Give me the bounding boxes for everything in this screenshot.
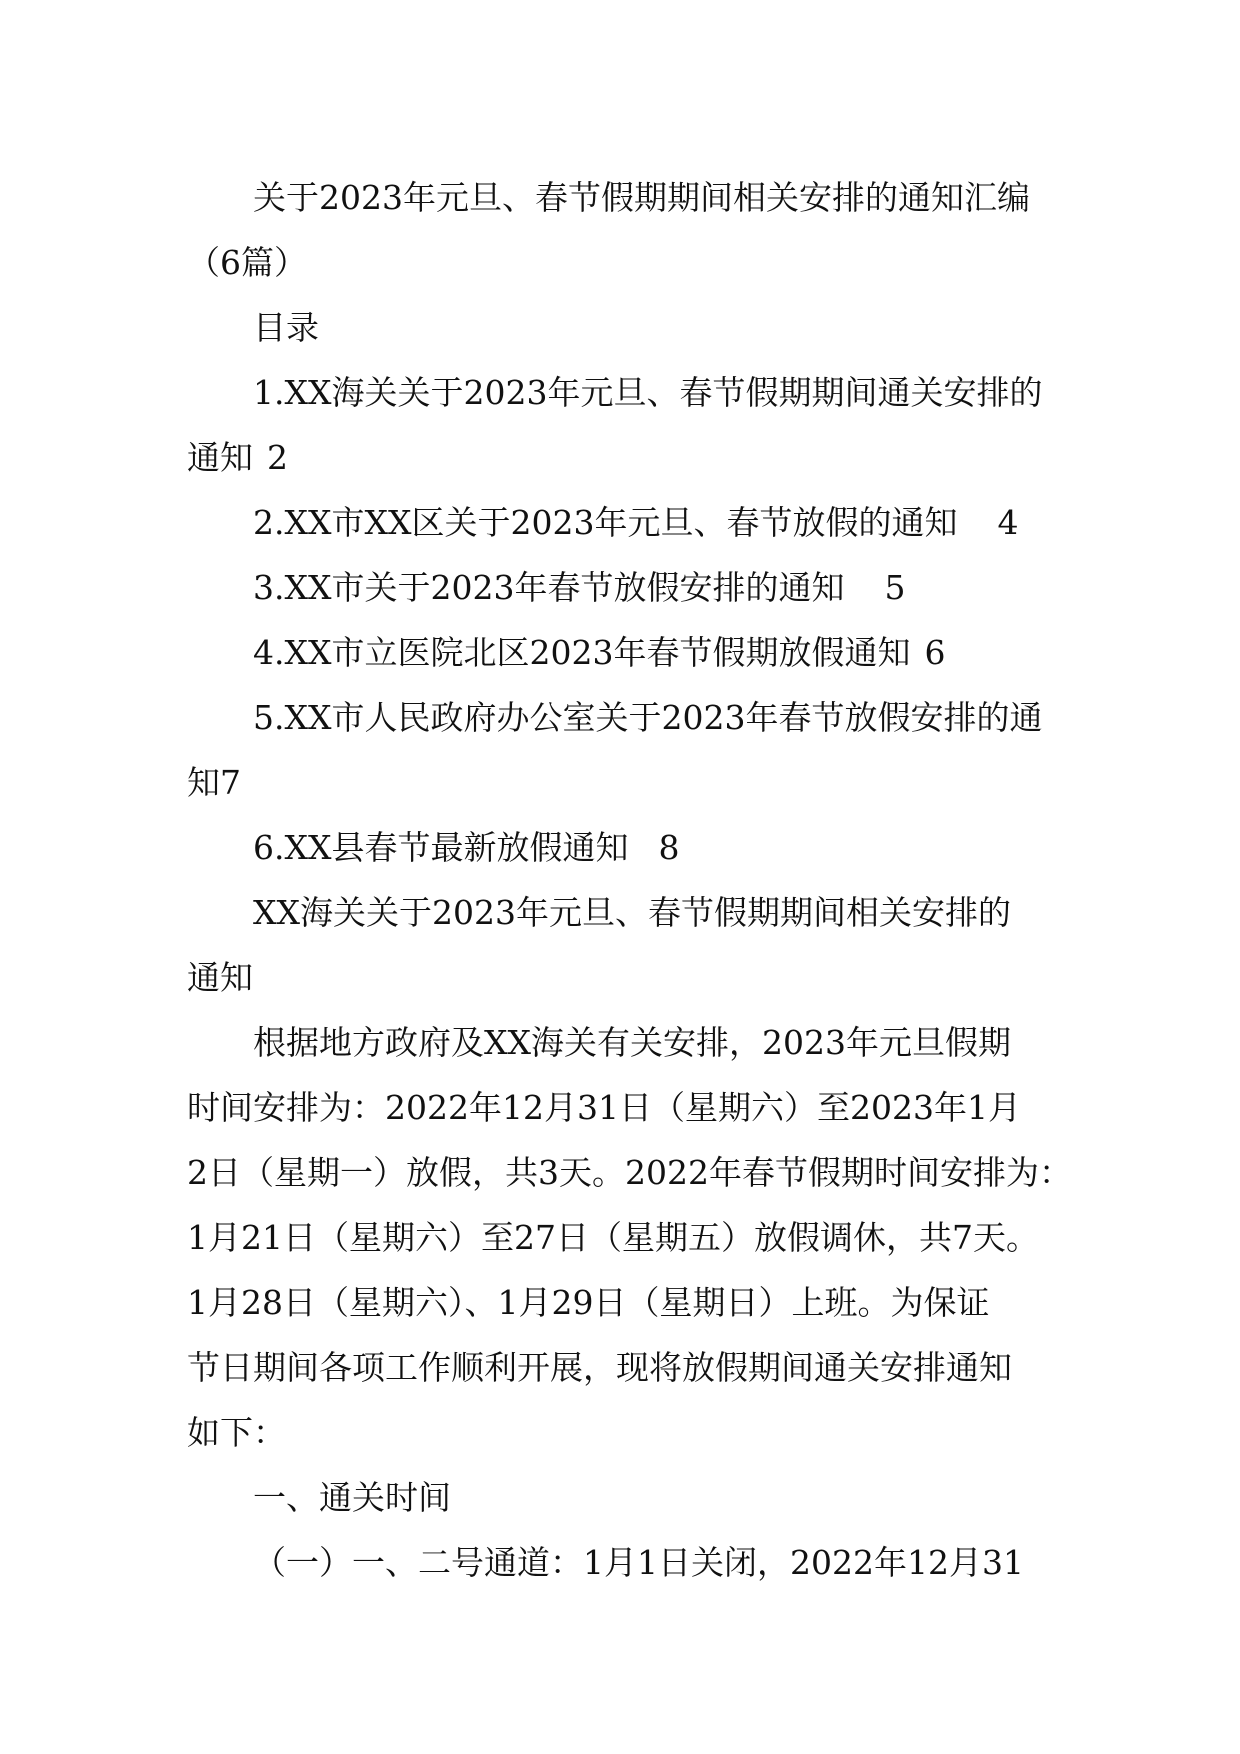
toc-item-text: 5.XX市人民政府办公室关于2023年春节放假安排的通 xyxy=(253,698,1043,737)
document-body xyxy=(187,165,1072,1595)
toc-item-text: 6.XX县春节最新放假通知 xyxy=(253,828,629,867)
paragraph-line: 时间安排为：2022年12月31日（星期六）至2023年1月 xyxy=(187,1088,1021,1127)
toc-item-text: 3.XX市关于2023年春节放假安排的通知 xyxy=(253,568,845,607)
toc-page-number: 8 xyxy=(658,828,680,867)
title-line-1: 关于2023年元旦、春节假期期间相关安排的通知汇编 xyxy=(253,178,1030,217)
toc-page-number: 7 xyxy=(220,763,241,802)
toc-item xyxy=(187,360,1057,490)
toc-item xyxy=(187,490,1057,555)
toc-page-number: 6 xyxy=(924,633,946,672)
list-item: （一）一、二号通道：1月1日关闭，2022年12月31 xyxy=(253,1543,1024,1582)
toc-item-text: 知 xyxy=(187,763,220,802)
notice-section xyxy=(187,880,1072,1595)
title-line-2: （6篇） xyxy=(187,243,307,282)
toc-heading: 目录 xyxy=(253,308,319,347)
toc-item-text: 1.XX海关关于2023年元旦、春节假期期间通关安排的 xyxy=(253,373,1043,412)
paragraph-line: 根据地方政府及XX海关有关安排，2023年元旦假期 xyxy=(253,1023,1011,1062)
table-of-contents xyxy=(187,295,1057,880)
toc-item-text: 4.XX市立医院北区2023年春节假期放假通知 xyxy=(253,633,911,672)
section-heading-line-1: XX海关关于2023年元旦、春节假期期间相关安排的 xyxy=(253,893,1011,932)
section-heading-line-2: 通知 xyxy=(187,958,253,997)
toc-page-number: 5 xyxy=(884,568,906,607)
paragraph-line: 2日（星期一）放假，共3天。2022年春节假期时间安排为： xyxy=(187,1153,1072,1192)
document-title xyxy=(187,165,1057,295)
toc-item-text: 2.XX市XX区关于2023年元旦、春节放假的通知 xyxy=(253,503,958,542)
paragraph-line: 节日期间各项工作顺利开展，现将放假期间通关安排通知 xyxy=(187,1348,1012,1387)
paragraph-line: 1月28日（星期六）、1月29日（星期日）上班。为保证 xyxy=(187,1283,990,1322)
paragraph-line: 1月21日（星期六）至27日（星期五）放假调休，共7天。 xyxy=(187,1218,1039,1257)
subsection-heading: 一、通关时间 xyxy=(253,1478,451,1517)
toc-page-number: 2 xyxy=(267,438,288,477)
toc-page-number: 4 xyxy=(997,503,1019,542)
paragraph-line: 如下： xyxy=(187,1413,286,1452)
toc-item xyxy=(187,685,1057,815)
section-paragraph xyxy=(187,1010,1072,1465)
toc-item xyxy=(187,555,1057,620)
toc-item xyxy=(187,620,1057,685)
toc-item xyxy=(187,815,1057,880)
toc-item-text: 通知 xyxy=(187,438,253,477)
